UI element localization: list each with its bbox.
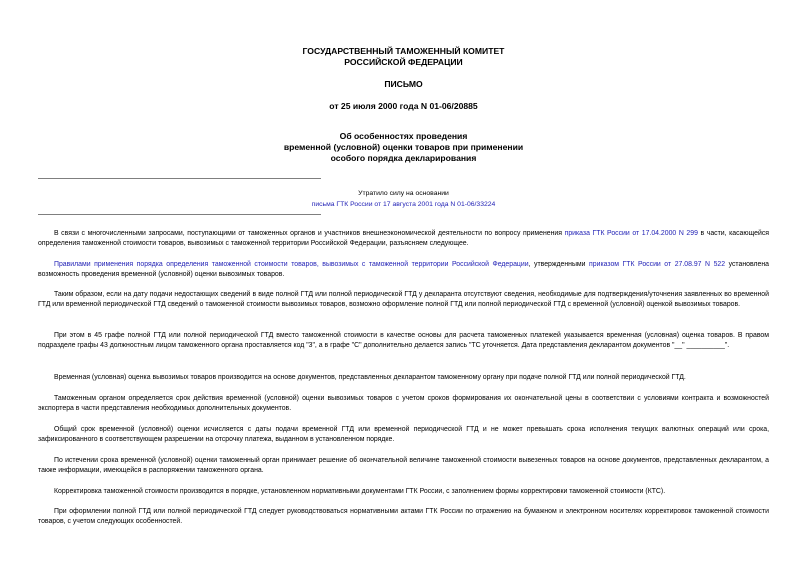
paragraph-6: Таможенным органом определяется срок действия временной (условной) оценки вывозимых товаров с учетом сроков формирования их окончательной цены в соответствии с условиями контракта и возможностей экспортера в части представления необходимых дополнительных документов. [38,395,769,412]
paragraph-2: Правилами применения порядка определения таможенной стоимости товаров, вывозимых с таможенной территории Российской Федерации, утвержденными приказом ГТК России от 27.08.97 N 522 установлена возможность проведения временной (условной) оценки вывозимых товаров. [38,261,769,278]
paragraph-7: Общий срок временной (условной) оценки исчисляется с даты подачи временной ГТД или временной периодической ГТД и не может превышать срока исполнения текущих валютных операций или срока, зафиксированного в соответствующем разрешении на отсрочку платежа, выданном в установленном порядке. [38,426,769,443]
document-date-number: от 25 июля 2000 года N 01-06/20885 [329,101,478,111]
paragraph-8: По истечении срока временной (условной) оценки таможенный орган принимает решение об окончательной величине таможенной стоимости вывезенных товаров на основе документов, представленных декларантом, а также информации, имеющейся в распоряжении таможенного органа. [38,457,769,474]
paragraph-3: Таким образом, если на дату подачи недостающих сведений в виде полной ГТД или полной периодической ГТД у декларанта отсутствуют сведения, необходимые для подтверждения/уточнения заявленных во временной ГТД или временной периодической ГТД сведений о таможенной стоимости вывозимых товаров, возможно оформление полной ГТД или полной периодической ГТД с временной (условной) оценкой вывозимых товаров. [38,291,769,308]
status-note-text: Утратило силу на основании [358,190,449,197]
paragraph-10: При оформлении полной ГТД или полной периодической ГТД следует руководствоваться нормативными актами ГТК России по отражению на бумажном и электронном носителях корректировок таможенной стоимости товаров, с учетом следующих особенностей. [38,508,769,525]
document-title-line3: особого порядка декларирования [330,153,477,163]
agency-name-line2: РОССИЙСКОЙ ФЕДЕРАЦИИ [344,57,463,67]
document-title-line1: Об особенностях проведения [339,131,468,141]
status-note-line [0,200,807,209]
paragraph-9: Корректировка таможенной стоимости производится в порядке, установленном нормативными документами ГТК России, с заполнением формы корректировки таможенной стоимости (КТС). [54,488,666,495]
paragraph-4: При этом в 45 графе полной ГТД или полной периодической ГТД вместо таможенной стоимости в качестве основы для расчета таможенных платежей указывается временная (условная) оценка товаров. В правом подразделе графы 43 должностным лицом таможенного органа проставляется код "3", а в графе "С" дополнительно делается запись "ТС уточняется. Дата представления декларантом документов "__" __________". [38,332,769,349]
divider-top [38,178,321,179]
paragraph-5: Временная (условная) оценка вывозимых товаров производится на основе документов, представленных декларантом таможенному органу при подаче полной ГТД или полной периодической ГТД. [54,374,686,381]
order-299-link[interactable]: приказа ГТК России от 17.04.2000 N 299 [564,230,698,237]
valuation-rules-link[interactable]: Правилами применения порядка определения таможенной стоимости товаров, вывозимых с таможенной территории Российской Федерации [54,261,529,268]
repeal-letter-link[interactable]: письма ГТК России от 17 августа 2001 года N 01-06/33224 [311,201,496,208]
paragraph-1: В связи с многочисленными запросами, поступающими от таможенных органов и участников внешнеэкономической деятельности по вопросу применения приказа ГТК России от 17.04.2000 N 299 в части, касающейся определения таможенной стоимости товаров, вывозимых с таможенной территории Российской Федерации, разъясняем следующее. [38,230,770,247]
agency-name-line1: ГОСУДАРСТВЕННЫЙ ТАМОЖЕННЫЙ КОМИТЕТ [302,46,505,56]
order-522-link[interactable]: приказом ГТК России от 27.08.97 N 522 [589,261,726,268]
document-title-line2: временной (условной) оценки товаров при применении [283,142,524,152]
divider-bottom [38,214,321,215]
document-type: ПИСЬМО [384,79,423,89]
